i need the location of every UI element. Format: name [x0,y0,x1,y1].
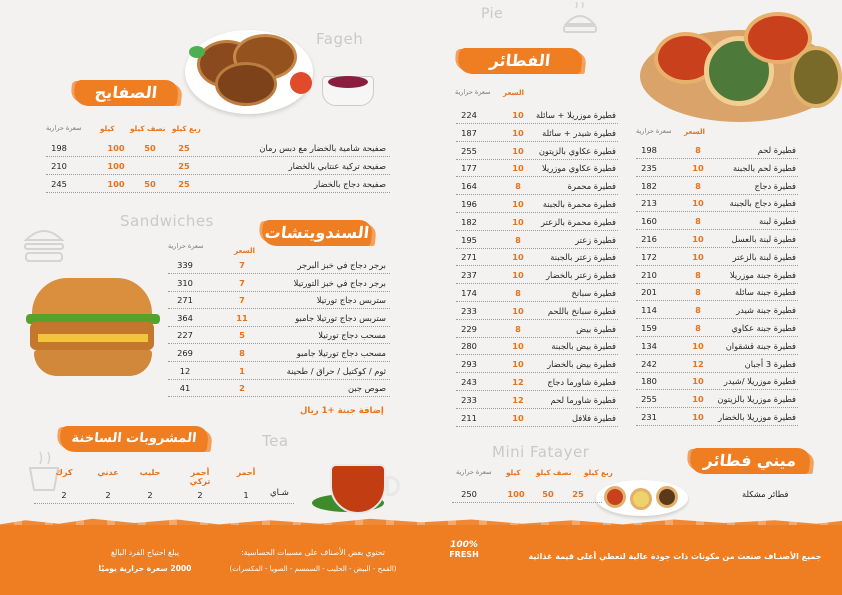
fatayer-price: 10 [512,163,524,174]
safayeh-half: 50 [144,179,156,189]
sandwich-row [168,345,390,362]
sandwich-price: 7 [239,260,245,270]
fatayer-cal: 195 [461,234,477,245]
fatayer-price: 8 [695,287,701,298]
fatayer-cal: 182 [461,216,477,227]
fatayer-row [456,214,618,231]
fatayer-name: فطيرة سبانخ باللحم [547,305,616,316]
sandwich-cal: 339 [177,260,193,270]
pie-outline-icon [562,2,598,36]
sandwich-cal: 271 [177,295,193,306]
fatayer-row [456,338,618,355]
fatayer-right-header-price: السعر [684,127,706,136]
safayeh-cal: 210 [51,161,67,171]
safayeh-quarter: 25 [178,179,190,189]
fatayer-name: فطيرة زعتر بالجبنة [550,252,616,263]
fatayer-cal: 134 [641,340,657,351]
fatayer-price: 10 [512,110,524,120]
sandwich-row [168,363,390,380]
fatayer-row [456,160,618,177]
fatayer-cal: 280 [461,341,477,352]
fatayer-price: 12 [512,394,524,405]
fatayer-price: 10 [512,145,524,156]
safayeh-quarter: 25 [178,143,190,153]
mini-kilo: 100 [507,489,525,499]
fatayer-price: 8 [515,234,521,245]
fatayer-price: 8 [515,323,521,334]
fatayer-row [456,374,618,391]
fatayer-price: 8 [515,288,521,298]
fatayer-row [636,213,798,230]
sandwich-row [168,327,390,344]
fatayer-name: فطيرة شاورما دجاج [547,377,616,387]
tomato-bowl-image [290,54,376,116]
safayeh-kilo: 100 [107,161,125,171]
fatayer-name: فطيرة جبنة قشقوان [725,340,796,351]
header-kilo: كيلو [100,124,115,133]
sandwich-cal: 12 [179,365,191,376]
fatayer-cal: 164 [461,181,477,192]
header-calories: سعرة حرارية [46,124,82,132]
hot-drink-price: 2 [147,490,153,500]
fatayer-price: 10 [512,412,524,423]
fatayer-name: فطيرة محمرة [567,181,616,192]
fresh-badge-percent: 100% [450,540,478,550]
mini-quarter: 25 [572,489,584,499]
mini-header-quarter: ربع كيلو [584,468,613,477]
fatayer-name: فطيرة موزريلا بالزيتون [717,394,796,405]
fatayer-name: فطيرة دجاج بالجبنة [729,198,796,209]
sandwich-cal: 269 [177,348,193,358]
fatayer-cal: 243 [461,377,477,387]
sandwich-row [168,310,390,327]
fatayer-name: فطيرة بيض بالجبنة [551,341,616,352]
fatayer-name: فطيرة بيض [576,323,616,334]
fatayer-price: 8 [695,216,701,227]
fatayer-name: فطيرة شيدر + سائلة [542,127,616,138]
hot-drink-column: عدني [97,468,119,477]
fatayer-name: فطيرة جبنة موزريلا [729,269,796,280]
fatayer-left-header-price: السعر [503,88,525,97]
fatayer-row [456,196,618,213]
fatayer-price: 10 [692,198,704,209]
fatayer-price: 10 [512,252,524,263]
fatayer-row [636,284,798,301]
fatayer-row [456,392,618,409]
sandwich-row [168,292,390,309]
header-quarter: ربع كيلو [172,124,201,133]
hot-drink-price: 2 [197,490,203,500]
sandwich-name: صوص جبن [348,383,386,394]
hot-drink-column: حليب [139,468,161,477]
safayeh-row [46,176,390,193]
fatayer-name: فطيرة 3 أجبان [744,358,796,369]
fatayer-price: 8 [695,323,701,333]
safayeh-quarter: 25 [178,161,190,171]
mini-fatayer-watermark: Mini Fatayer [492,443,590,461]
fatayer-cal: 180 [641,376,657,387]
pie-watermark: Pie [481,6,504,22]
hot-drink-column: أحمر تركي [189,468,211,486]
fatayer-name: فطيرة محمرة بالجبنة [542,199,616,209]
fatayer-cal: 271 [461,252,477,263]
fatayer-row [456,125,618,142]
mini-fatayer-name: فطائر مشكلة [742,489,789,499]
fresh-badge-label: FRESH [449,550,479,559]
sandwiches-title: السندويتشات [261,220,374,246]
burger-outline-icon [22,222,66,264]
mini-fatayer-row [452,486,602,503]
fatayer-row [636,320,798,337]
sandwich-name: مسحب دجاج تورتيلا [318,330,386,341]
fatayer-name: فطيرة شاورما لحم [550,394,616,405]
fatayer-price: 8 [695,305,701,316]
fatayer-name: فطيرة عكاوي بالزيتون [538,145,616,156]
fatayer-row [636,195,798,212]
mini-header-half: نصف كيلو [536,468,572,477]
allergens-title: تحتوي بعض الأصناف على مسببات الحساسية: [241,548,385,557]
fatayer-cal: 229 [461,323,477,334]
fatayer-row [456,143,618,160]
sandwich-cal: 41 [179,383,191,394]
safayeh-row [46,140,390,157]
fatayer-row [456,249,618,266]
fatayer-name: فطيرة لحم [757,145,796,155]
fatayer-board-image [640,6,842,120]
quality-statement: جميع الأصنـاف صنعت من مكونات ذات جودة عالية لتعطي أعلى قيمة غذائية [528,552,822,561]
fatayer-name: فطيرة سبانخ [571,288,616,298]
fatayer-name: فطيرة لبنة بالعسل [731,234,796,244]
fatayer-row [636,302,798,319]
fatayer-row [636,373,798,390]
cheese-addition-note: إضافة جبنة +1 ريال [300,406,384,416]
safayeh-cal: 198 [51,143,67,153]
fatayer-price: 10 [512,341,524,352]
fatayer-row [456,410,618,427]
fatayer-name: فطيرة لحم بالجبنة [732,162,796,173]
sandwich-price: 11 [236,312,248,323]
safayeh-name: صفيحة شامية بالخضار مع دبس رمان [259,143,386,153]
fatayer-price: 10 [512,305,524,316]
sandwich-name: ثوم / كوكتيل / حراق / طحينة [286,365,386,376]
fatayer-cal: 114 [641,305,657,316]
sandwich-row [168,257,390,274]
safayeh-name: صفيحة تركية عنتابي بالخضار [288,161,386,171]
fatayer-price: 10 [512,216,524,227]
fatayer-price: 10 [512,270,524,281]
sandwich-name: ستربس دجاج تورتيلا [316,295,386,306]
hot-drink-price: 2 [105,490,111,500]
sandwiches-header-price: السعر [234,246,256,255]
fatayer-name: فطيرة جبنة شيدر [736,305,796,316]
fatayer-row [456,285,618,302]
fatayer-row [456,232,618,249]
safayeh-row [46,158,390,175]
sandwich-name: برجر دجاج في خبز البرجر [297,260,386,270]
fatayer-row [456,178,618,195]
sandwich-name: ستربس دجاج تورتيلا جامبو [295,312,386,323]
fatayer-row [456,107,618,124]
fatayer-row [456,321,618,338]
safayeh-name: صفيحة دجاج بالخضار [314,179,386,189]
fatayer-row [636,267,798,284]
fatayer-cal: 224 [461,110,477,120]
sandwich-row [168,380,390,397]
mini-cal: 250 [461,489,477,499]
fatayer-price: 10 [692,394,704,405]
safayeh-kilo: 100 [107,143,125,153]
fatayer-price: 10 [692,251,704,262]
fatayer-row [456,303,618,320]
fatayer-cal: 201 [641,287,657,298]
fatayer-cal: 172 [641,251,657,262]
fatayer-name: فطيرة موزريلا بالخضار [718,412,796,422]
daily-intake-line2: 2000 سعرة حرارية يوميًا [98,564,192,573]
fatayer-name: فطيرة زعتر [575,234,616,245]
fatayer-price: 8 [695,145,701,155]
fatayer-cal: 233 [461,394,477,405]
sandwich-name: برجر دجاج في خبز التورتيلا [293,277,386,288]
fresh-badge [446,540,482,559]
hot-drinks-title: المشروبات الساخنة [59,426,210,452]
mini-header-calories: سعرة حرارية [456,468,492,476]
tea-row-label: شـاي [270,488,289,498]
fatayer-row [636,338,798,355]
fatayer-cal: 174 [461,288,477,298]
mini-fatayer-title: ميني فطائر [689,448,812,474]
fatayer-left-header-calories: سعرة حرارية [455,88,491,96]
fatayer-cal: 293 [461,359,477,370]
fatayer-price: 8 [515,181,521,192]
sandwich-cal: 310 [177,277,193,288]
tea-cup-image [306,458,412,522]
fatayer-price: 10 [692,340,704,351]
fatayer-price: 12 [512,377,524,387]
hot-drink-price: 2 [61,490,67,500]
safayeh-title: الصفايح [73,80,180,106]
mini-half: 50 [542,489,554,499]
fatayer-price: 10 [512,127,524,138]
fatayer-row [636,178,798,195]
hot-drink-column: أحمر [236,468,256,477]
safayeh-watermark: Fageh [316,30,364,48]
fatayer-name: فطيرة جبنة سائلة [734,287,796,298]
fatayer-cal: 255 [641,394,657,405]
sandwich-cal: 364 [177,312,193,323]
fatayer-name: فطيرة لبنة [759,216,796,227]
sandwich-price: 8 [239,348,245,358]
daily-intake-line1: يبلغ احتياج الفرد البالغ [110,548,180,557]
fatayer-cal: 242 [641,358,657,369]
sandwich-price: 5 [239,330,245,341]
fatayer-price: 10 [692,376,704,387]
fatayer-price: 10 [512,359,524,370]
fatayer-row [456,267,618,284]
fatayer-cal: 255 [461,145,477,156]
sandwich-row [168,275,390,292]
burger-image [24,274,162,384]
fatayer-cal: 233 [461,305,477,316]
fatayer-cal: 213 [641,198,657,209]
fatayer-price: 10 [692,162,704,173]
header-half: نصف كيلو [130,124,166,133]
fatayer-cal: 237 [461,270,477,281]
fatayer-name: فطيرة بيض بالخضار [547,359,616,370]
fatayer-name: فطيرة لبنة بالزعتر [732,251,796,262]
fatayer-name: فطيرة زعتر بالخضار [546,270,616,281]
fatayer-row [636,391,798,408]
fatayer-row [636,356,798,373]
fatayer-price: 10 [512,199,524,209]
mini-fatayer-image [596,480,688,520]
fatayer-cal: 160 [641,216,657,227]
sandwich-price: 7 [239,295,245,306]
fatayer-price: 10 [692,412,704,422]
fatayer-cal: 231 [641,412,657,422]
fatayer-price: 8 [695,269,701,280]
safayeh-kilo: 100 [107,179,125,189]
allergens-list: (القمح - البيض - الحليب - السمسم - الصويا - المكسرات) [229,565,397,573]
sandwich-name: مسحب دجاج تورتيلا جامبو [296,348,386,358]
fatayer-name: فطيرة محمرة بالزعتر [541,216,616,227]
fatayer-name: فطيرة فلافل [571,412,616,423]
fatayer-row [636,231,798,248]
mini-header-kilo: كيلو [506,468,521,477]
sandwich-cal: 227 [177,330,193,341]
fatayer-cal: 187 [461,127,477,138]
fatayer-name: فطيرة دجاج [754,180,796,191]
fatayer-cal: 196 [461,199,477,209]
tea-watermark: Tea [262,432,289,450]
fatayer-price: 10 [692,234,704,244]
sandwiches-watermark: Sandwiches [120,212,214,230]
fatayer-right-header-calories: سعرة حرارية [636,127,672,135]
sandwiches-header-calories: سعرة حرارية [168,242,204,250]
fatayer-title: الفطائر [457,48,584,74]
fatayer-cal: 211 [461,412,477,423]
fatayer-row [636,142,798,159]
fatayer-cal: 177 [461,163,477,174]
fatayer-name: فطيرة موزريلا + سائلة [535,110,616,120]
hot-drink-price: 1 [243,490,249,500]
fatayer-cal: 216 [641,234,657,244]
hot-drink-column: كرك [55,468,73,477]
sandwich-price: 2 [239,383,245,394]
safayeh-cal: 245 [51,179,67,189]
fatayer-row [636,249,798,266]
fatayer-row [636,160,798,177]
fatayer-row [636,409,798,426]
fatayer-cal: 235 [641,162,657,173]
fatayer-name: فطيرة جبنة عكاوي [731,323,796,333]
sandwich-price: 7 [239,277,245,288]
fatayer-row [456,356,618,373]
safayeh-half: 50 [144,143,156,153]
fatayer-price: 8 [695,180,701,191]
fatayer-name: فطيرة موزريلا /شيدر [723,376,796,387]
fatayer-cal: 159 [641,323,657,333]
fatayer-cal: 182 [641,180,657,191]
fatayer-cal: 198 [641,145,657,155]
sandwich-price: 1 [239,365,245,376]
fatayer-name: فطيرة عكاوي موزريلا [541,163,616,174]
fatayer-price: 12 [692,358,704,369]
fatayer-cal: 210 [641,269,657,280]
